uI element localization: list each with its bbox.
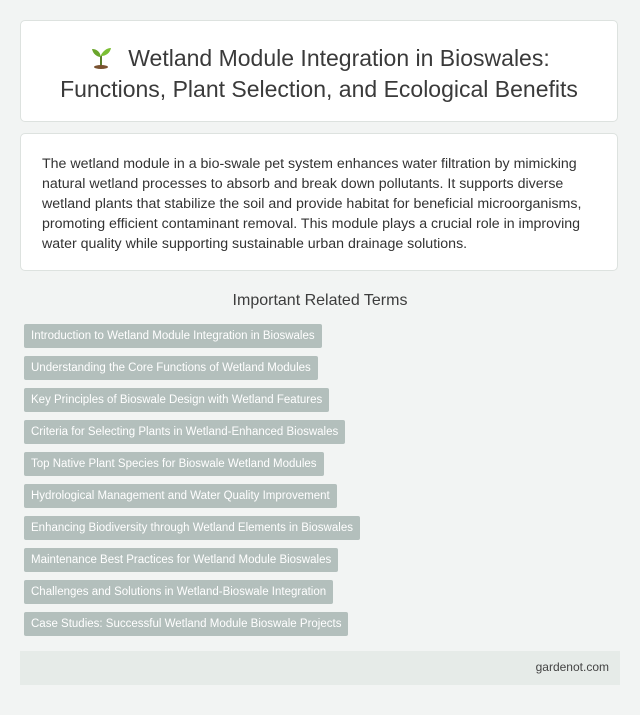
title-line-1: Wetland Module Integration in Bioswales: xyxy=(128,45,550,71)
related-term-tag[interactable]: Challenges and Solutions in Wetland-Bioswale Integration xyxy=(24,580,333,604)
title-line-2: Functions, Plant Selection, and Ecological Benefits xyxy=(60,76,578,102)
description-card xyxy=(20,133,618,271)
sprout-icon xyxy=(88,45,114,69)
related-term-tag[interactable]: Maintenance Best Practices for Wetland Module Bioswales xyxy=(24,548,338,572)
description-text: The wetland module in a bio-swale pet system enhances water filtration by mimicking natural wetland processes to absorb and break down pollutants. It supports diverse wetland plants that stabilize the soil and provide habitat for beneficial microorganisms, promoting efficient contaminant removal. This module plays a crucial role in improving water quality while supporting sustainable urban drainage solutions. xyxy=(42,156,582,252)
related-term-tag[interactable]: Understanding the Core Functions of Wetland Modules xyxy=(24,356,318,380)
related-term-tag[interactable]: Introduction to Wetland Module Integration in Bioswales xyxy=(24,324,322,348)
footer-site-link[interactable]: gardenot.com xyxy=(535,660,609,674)
related-terms-heading: Important Related Terms xyxy=(232,292,408,309)
related-term-tag[interactable]: Criteria for Selecting Plants in Wetland-Enhanced Bioswales xyxy=(24,420,345,444)
related-term-tag[interactable]: Key Principles of Bioswale Design with Wetland Features xyxy=(24,388,329,412)
page-title xyxy=(21,43,617,105)
related-term-tag[interactable]: Case Studies: Successful Wetland Module Bioswale Projects xyxy=(24,612,348,636)
related-term-tag[interactable]: Top Native Plant Species for Bioswale Wetland Modules xyxy=(24,452,324,476)
related-term-tag[interactable]: Enhancing Biodiversity through Wetland Elements in Bioswales xyxy=(24,516,360,540)
related-term-tag[interactable]: Hydrological Management and Water Quality Improvement xyxy=(24,484,337,508)
footer xyxy=(20,651,620,685)
title-card xyxy=(20,20,618,122)
